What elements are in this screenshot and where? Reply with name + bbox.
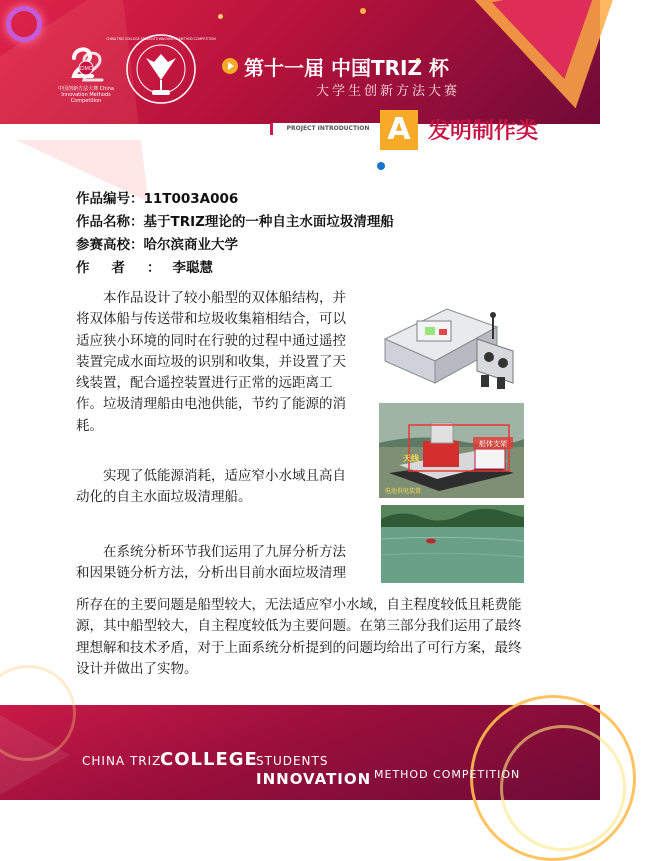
body-paragraph-2: 实现了低能源消耗，适应窄小水域且高自动化的自主水面垃圾清理船。 xyxy=(76,468,346,506)
dot-decoration xyxy=(360,8,366,14)
work-name-label: 作品名称： xyxy=(76,214,144,230)
cimc-logo xyxy=(64,40,108,84)
footer-arc-decoration xyxy=(500,725,626,851)
author-label-text: 作者： xyxy=(76,260,183,276)
body-paragraph-3: 在系统分析环节我们运用了九屏分析方法和因果链分析方法，分析出目前水面垃圾清理 xyxy=(76,544,346,582)
boat-cad-model-image xyxy=(377,291,524,394)
category-title: 发明制作类 xyxy=(428,119,539,144)
author-line xyxy=(76,256,213,276)
author-value: 李聪慧 xyxy=(172,260,213,276)
battery-label: 电池供电装置 xyxy=(385,488,422,495)
boat-photo-labeled-image xyxy=(379,403,524,498)
school-value: 哈尔滨商业大学 xyxy=(143,237,238,253)
boat-on-lake-photo xyxy=(381,505,524,583)
work-code-value: 11T003A006 xyxy=(143,191,239,207)
competition-seal-logo xyxy=(106,32,216,106)
body-paragraph-1: 本作品设计了较小船型的双体船结构，并将双体船与传送带和垃圾收集箱相结合，可以适应狭小环境的同时在行驶的过程中通过遥控装置完成水面垃圾的识别和收集，并设置了天线装置，配合遥控装置进行正常的远距离工作。垃圾清理船由电池供能，节约了能源的消耗。 xyxy=(76,290,346,434)
footer-method-competition: METHOD COMPETITION xyxy=(374,768,521,781)
play-icon xyxy=(222,58,238,74)
footer-china-triz: CHINA TRIZ xyxy=(82,754,162,768)
page-subtitle: 大学生创新方法大赛 xyxy=(316,84,461,99)
work-name-value: 基于TRIZ理论的一种自主水面垃圾清理船 xyxy=(143,214,394,230)
corner-ring-decoration xyxy=(6,6,42,42)
work-code-line xyxy=(76,187,238,207)
author-label xyxy=(76,256,183,276)
dot-decoration xyxy=(218,14,223,19)
footer-students: STUDENTS xyxy=(256,754,329,768)
work-name-line xyxy=(76,210,394,230)
footer-triangle-decoration xyxy=(0,715,70,795)
body-paragraph-4: 所存在的主要问题是船型较大，无法适应窄小水域，自主程度较低且耗费能源，其中船型较大，自主程度较低为主要问题。在第三部分我们运用了最终理想解和技术矛盾，对于上面系统分析提到的问题均给出了可行方案，最终设计并做出了实物。 xyxy=(76,597,522,677)
cimc-logo-caption: 中国创新方法大赛 China Innovation Methods Competition xyxy=(58,86,114,104)
project-introduction-tag: PROJECT INTRODUCTION xyxy=(270,123,383,135)
antenna-label: 天线 xyxy=(403,454,419,463)
work-code-label: 作品编号： xyxy=(76,191,144,207)
school-line xyxy=(76,233,238,253)
school-label: 参赛高校： xyxy=(76,237,144,253)
footer-college: COLLEGE xyxy=(160,749,258,770)
frame-label: 船体支架 xyxy=(479,440,507,448)
page-title: 第十一届 中国TRIZ 杯 xyxy=(244,56,449,80)
seal-ring-text: CHINA TRIZ COLLEGE STUDENTS INNOVATION METHOD COMPETITION xyxy=(106,37,216,41)
cimc-logo-text: CIMC xyxy=(79,66,93,72)
category-letter-badge: A xyxy=(380,110,418,150)
pin-dot-decoration xyxy=(377,162,385,170)
footer-innovation: INNOVATION xyxy=(256,770,372,788)
